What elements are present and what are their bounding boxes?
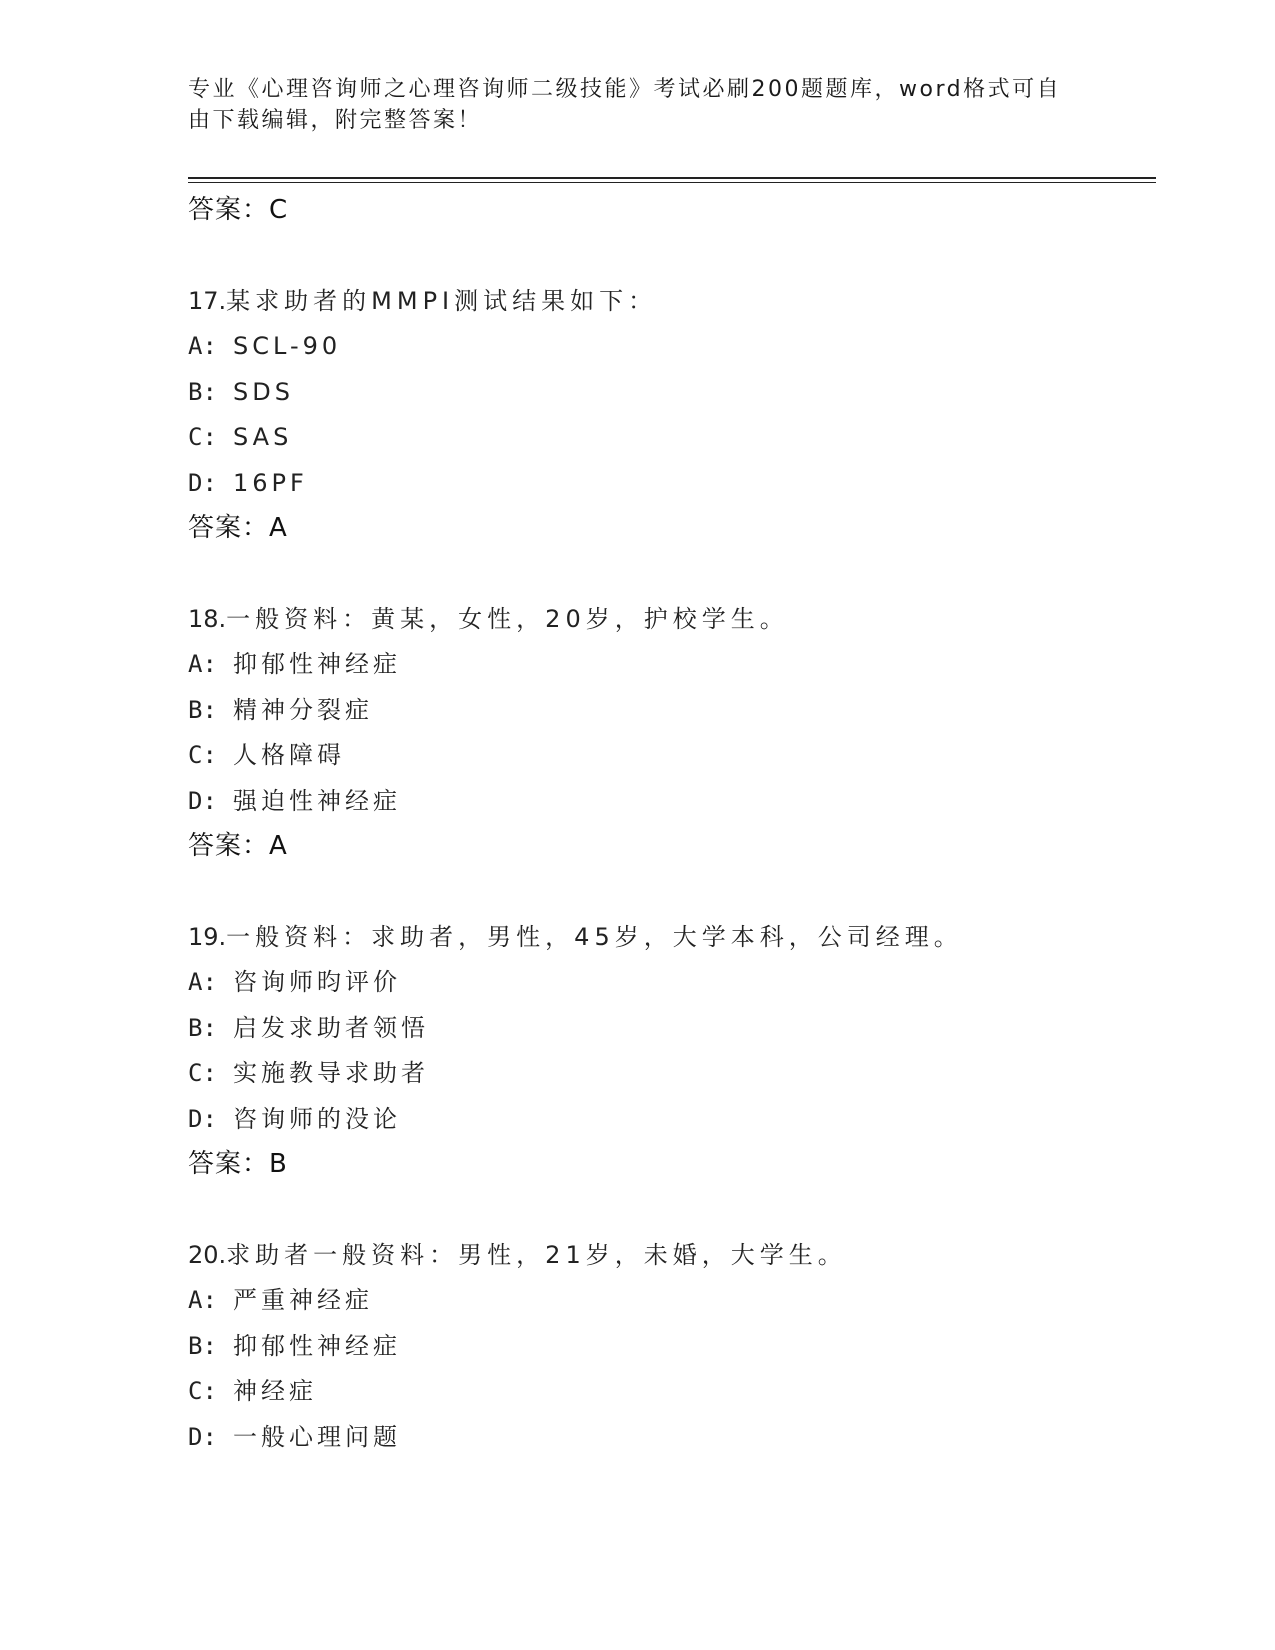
option-letter: A: [188, 332, 217, 360]
option-a [188, 1278, 1156, 1324]
question-text: 某求助者的MMPI测试结果如下： [226, 287, 658, 315]
option-text: 实施教导求助者 [233, 1059, 429, 1087]
question-block [188, 915, 1156, 1187]
option-letter: A: [188, 1286, 217, 1314]
document-header [188, 74, 1068, 136]
question-text: 一般资料：求助者，男性，45岁，大学本科，公司经理。 [226, 923, 963, 951]
header-divider-thick [188, 177, 1156, 179]
option-letter: A: [188, 650, 217, 678]
question-stem [188, 1233, 1156, 1278]
option-text: 咨询师的没论 [233, 1104, 401, 1133]
option-text: 人格障碍 [233, 741, 345, 769]
option-b [188, 370, 1156, 416]
option-letter: B: [188, 695, 217, 724]
answer-line: 答案：A [188, 513, 288, 543]
option-text: 精神分裂症 [233, 695, 373, 724]
option-b [188, 688, 1156, 734]
option-letter: C: [188, 741, 217, 769]
option-b [188, 1006, 1156, 1052]
header-divider-thin [188, 182, 1156, 183]
option-b [188, 1324, 1156, 1370]
question-list [188, 188, 1156, 1460]
answer-line: 答案：A [188, 831, 288, 861]
question-number: 19. [188, 923, 227, 951]
option-text: SCL-90 [233, 332, 342, 360]
option-c [188, 733, 1156, 779]
option-a [188, 324, 1156, 370]
header-line-2: 由下载编辑，附完整答案！ [188, 108, 483, 133]
option-letter: D: [188, 468, 217, 497]
option-d [188, 1415, 1156, 1461]
option-letter: A: [188, 968, 217, 996]
option-letter: B: [188, 1013, 217, 1042]
option-text: 神经症 [233, 1377, 317, 1405]
header-line-1: 专业《心理咨询师之心理咨询师二级技能》考试必刷200题题库，word格式可自 [188, 77, 1062, 102]
option-c [188, 1051, 1156, 1097]
option-text: SDS [233, 377, 294, 406]
option-text: 严重神经症 [233, 1286, 373, 1314]
option-text: 16PF [233, 468, 308, 497]
question-number: 20. [188, 1241, 227, 1269]
option-letter: D: [188, 786, 217, 815]
option-d [188, 779, 1156, 825]
answer-line: 答案：B [188, 1149, 288, 1179]
question-text: 一般资料：黄某，女性，20岁，护校学生。 [226, 605, 789, 633]
option-letter: D: [188, 1104, 217, 1133]
option-d [188, 461, 1156, 507]
option-text: 强迫性神经症 [233, 786, 401, 815]
question-block [188, 279, 1156, 551]
option-letter: D: [188, 1422, 217, 1451]
option-text: SAS [233, 423, 293, 451]
previous-answer: 答案：C [188, 195, 289, 225]
option-text: 一般心理问题 [233, 1422, 401, 1451]
option-letter: B: [188, 377, 217, 406]
question-block [188, 1233, 1156, 1460]
option-text: 抑郁性神经症 [233, 650, 401, 678]
question-text: 求助者一般资料：男性，21岁，未婚，大学生。 [226, 1241, 847, 1269]
option-text: 抑郁性神经症 [233, 1331, 401, 1360]
question-block [188, 597, 1156, 869]
option-a [188, 642, 1156, 688]
question-stem [188, 597, 1156, 642]
option-c [188, 415, 1156, 461]
question-stem [188, 915, 1156, 960]
option-letter: C: [188, 1377, 217, 1405]
option-d [188, 1097, 1156, 1143]
option-a [188, 960, 1156, 1006]
option-text: 咨询师昀评价 [233, 968, 401, 996]
option-letter: C: [188, 1059, 217, 1087]
option-text: 启发求助者领悟 [233, 1013, 429, 1042]
question-stem [188, 279, 1156, 324]
option-c [188, 1369, 1156, 1415]
option-letter: B: [188, 1331, 217, 1360]
question-number: 17. [188, 287, 227, 315]
question-number: 18. [188, 605, 227, 633]
option-letter: C: [188, 423, 217, 451]
